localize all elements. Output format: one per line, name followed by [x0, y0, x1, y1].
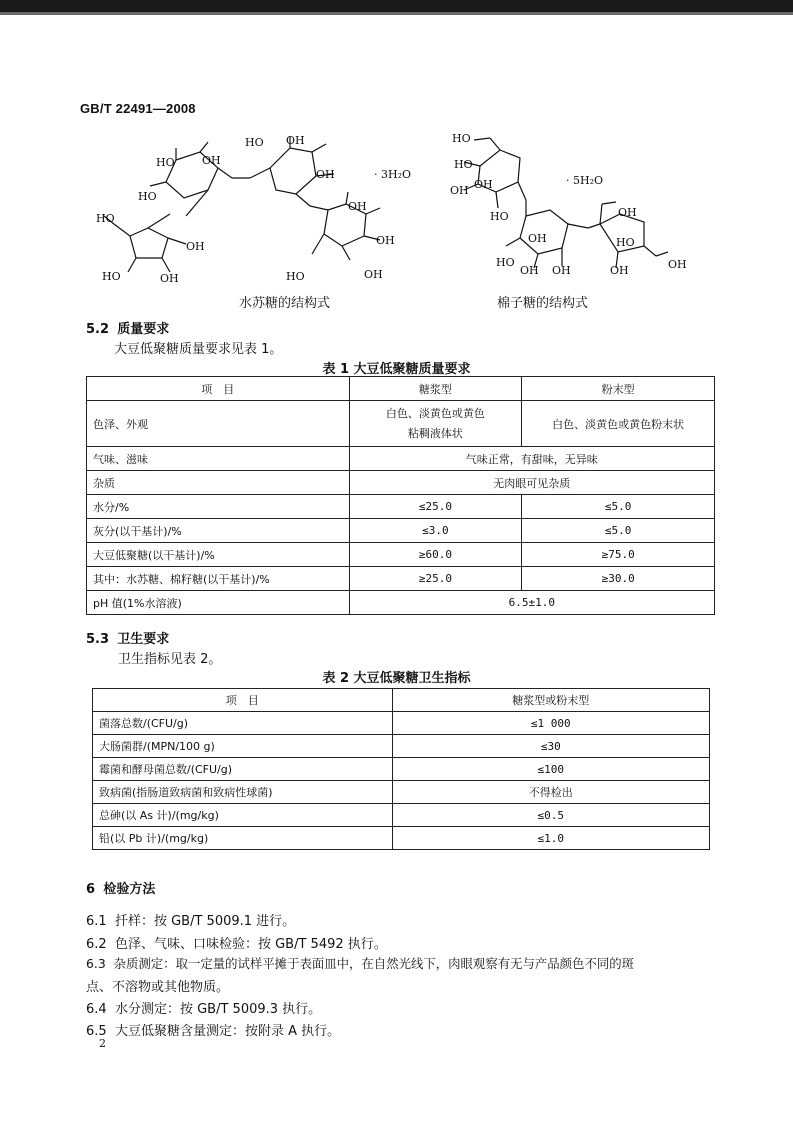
table-row	[87, 519, 715, 543]
section-5-2-heading	[86, 318, 169, 337]
table-header-row	[87, 377, 715, 401]
row-value: ≤30	[392, 735, 709, 758]
clause-number: 6.1	[86, 914, 107, 929]
raffinose-caption: 棉子糖的结构式	[497, 296, 589, 311]
row-item: pH 值(1%水溶液)	[87, 591, 350, 615]
table2-caption: 表 2 大豆低聚糖卫生指标	[322, 671, 471, 686]
svg-text:OH: OH	[348, 200, 367, 213]
clause-6-4	[86, 998, 321, 1017]
row-item: 大豆低聚糖(以干基计)/%	[87, 543, 350, 567]
svg-text:HO: HO	[452, 132, 471, 145]
row-value: ≤1 000	[392, 712, 709, 735]
row-syrup-value: ≥25.0	[349, 567, 522, 591]
clause-number: 6.5	[86, 1024, 107, 1039]
svg-text:OH: OH	[610, 264, 629, 277]
clause-6-3-continuation: 点、不溶物或其他物质。	[86, 980, 230, 995]
table-row	[87, 495, 715, 519]
svg-text:· 5H₂O: · 5H₂O	[566, 174, 604, 187]
clause-number: 6.3	[86, 956, 106, 971]
svg-text:OH: OH	[618, 206, 637, 219]
clause-6-1	[86, 910, 295, 929]
column-header-syrup: 糖浆型	[349, 377, 522, 401]
section-number: 5.3	[86, 632, 110, 647]
column-header-powder: 粉末型	[522, 377, 715, 401]
svg-text:OH: OH	[316, 168, 335, 181]
column-header-value: 糖浆型或粉末型	[392, 689, 709, 712]
svg-text:OH: OH	[376, 234, 395, 247]
column-header-item: 项 目	[93, 689, 393, 712]
section-5-2-text: 大豆低聚糖质量要求见表 1。	[114, 342, 283, 357]
column-header-item: 项 目	[87, 377, 350, 401]
svg-text:OH: OH	[520, 264, 539, 277]
row-item: 致病菌(指肠道致病菌和致病性球菌)	[93, 781, 393, 804]
section-5-3-text: 卫生指标见表 2。	[118, 652, 222, 667]
svg-text:HO: HO	[490, 210, 509, 223]
row-item: 其中：水苏糖、棉籽糖(以干基计)/%	[87, 567, 350, 591]
top-border-line	[0, 12, 793, 15]
row-item: 铅(以 Pb 计)/(mg/kg)	[93, 827, 393, 850]
section-title: 卫生要求	[117, 632, 170, 647]
table1-caption: 表 1 大豆低聚糖质量要求	[322, 362, 471, 377]
row-value: ≤0.5	[392, 804, 709, 827]
table-row	[93, 804, 710, 827]
table-row	[87, 471, 715, 495]
svg-text:HO: HO	[616, 236, 635, 249]
clause-text: 按附录 A 执行。	[244, 1024, 341, 1039]
svg-text:OH: OH	[286, 134, 305, 147]
svg-text:HO: HO	[96, 212, 115, 225]
clause-number: 6.2	[86, 937, 107, 952]
row-merged-value: 无肉眼可见杂质	[349, 471, 714, 495]
section-5-3-heading	[86, 628, 169, 647]
clause-number: 6.4	[86, 1002, 107, 1017]
row-item: 总砷(以 As 计)/(mg/kg)	[93, 804, 393, 827]
section-6-heading	[86, 878, 155, 897]
row-powder-value: 白色、淡黄色或黄色粉末状	[522, 401, 715, 447]
clause-label: 扦样：	[114, 914, 154, 929]
table-row	[87, 543, 715, 567]
table-row	[93, 712, 710, 735]
table-row	[93, 827, 710, 850]
svg-text:· 3H₂O: · 3H₂O	[374, 168, 412, 181]
quality-requirements-table	[86, 376, 715, 615]
row-item: 菌落总数/(CFU/g)	[93, 712, 393, 735]
table-header-row	[93, 689, 710, 712]
stachyose-ring-2	[270, 148, 316, 194]
syrup-line-2: 粘稠液体状	[407, 426, 463, 440]
section-number: 5.2	[86, 322, 110, 337]
row-powder-value: ≤5.0	[522, 495, 715, 519]
row-syrup-value: ≤25.0	[349, 495, 522, 519]
row-item: 水分/%	[87, 495, 350, 519]
row-powder-value: ≥75.0	[522, 543, 715, 567]
svg-text:OH: OH	[474, 178, 493, 191]
clause-label: 水分测定：	[114, 1002, 180, 1017]
row-item: 气味、滋味	[87, 447, 350, 471]
stachyose-caption: 水苏糖的结构式	[239, 296, 331, 311]
clause-6-3	[86, 954, 716, 972]
row-value: 不得检出	[392, 781, 709, 804]
clause-text: 按 GB/T 5009.1 进行。	[153, 914, 296, 929]
svg-text:HO: HO	[138, 190, 157, 203]
row-powder-value: ≥30.0	[522, 567, 715, 591]
row-value: ≤1.0	[392, 827, 709, 850]
table-row	[87, 591, 715, 615]
table-row	[87, 401, 715, 447]
section-title: 质量要求	[117, 322, 170, 337]
table-row	[93, 735, 710, 758]
clause-label: 色泽、气味、口味检验：	[114, 937, 258, 952]
clause-6-5	[86, 1020, 340, 1039]
page-number: 2	[99, 1037, 106, 1050]
clause-text: 按 GB/T 5009.3 执行。	[179, 1002, 322, 1017]
svg-text:HO: HO	[156, 156, 175, 169]
stachyose-ring-4	[130, 228, 168, 258]
svg-text:OH: OH	[528, 232, 547, 245]
table-row	[93, 758, 710, 781]
clause-text: 按 GB/T 5492 执行。	[257, 937, 387, 952]
row-value: ≤100	[392, 758, 709, 781]
svg-text:OH: OH	[450, 184, 469, 197]
table-row	[87, 567, 715, 591]
svg-text:HO: HO	[102, 270, 121, 283]
table-row	[93, 781, 710, 804]
row-syrup-value	[349, 401, 522, 447]
clause-label: 大豆低聚糖含量测定：	[114, 1024, 245, 1039]
section-title: 检验方法	[103, 882, 156, 897]
svg-text:HO: HO	[454, 158, 473, 171]
row-item: 霉菌和酵母菌总数/(CFU/g)	[93, 758, 393, 781]
svg-text:HO: HO	[245, 136, 264, 149]
row-item: 杂质	[87, 471, 350, 495]
clause-text: 取一定量的试样平摊于表面皿中，在自然光线下，肉眼观察有无与产品颜色不同的斑	[175, 956, 635, 971]
svg-text:OH: OH	[202, 154, 221, 167]
row-item: 灰分(以干基计)/%	[87, 519, 350, 543]
svg-text:OH: OH	[364, 268, 383, 281]
row-powder-value: ≤5.0	[522, 519, 715, 543]
syrup-line-1: 白色、淡黄色或黄色	[385, 406, 485, 420]
svg-text:OH: OH	[552, 264, 571, 277]
svg-text:OH: OH	[186, 240, 205, 253]
row-item: 大肠菌群/(MPN/100 g)	[93, 735, 393, 758]
section-number: 6	[86, 882, 96, 897]
svg-text:OH: OH	[160, 272, 179, 285]
row-merged-value: 6.5±1.0	[349, 591, 714, 615]
clause-6-2	[86, 933, 387, 952]
structural-formulas-figure	[90, 128, 730, 318]
table-row	[87, 447, 715, 471]
svg-text:OH: OH	[668, 258, 687, 271]
standard-number-header: GB/T 22491—2008	[80, 101, 196, 116]
row-item: 色泽、外观	[87, 401, 350, 447]
top-border-bar	[0, 0, 793, 12]
row-merged-value: 气味正常，有甜味，无异味	[349, 447, 714, 471]
svg-text:HO: HO	[286, 270, 305, 283]
clause-label: 杂质测定：	[113, 956, 176, 971]
svg-text:HO: HO	[496, 256, 515, 269]
row-syrup-value: ≤3.0	[349, 519, 522, 543]
hygiene-indicators-table	[92, 688, 710, 850]
row-syrup-value: ≥60.0	[349, 543, 522, 567]
